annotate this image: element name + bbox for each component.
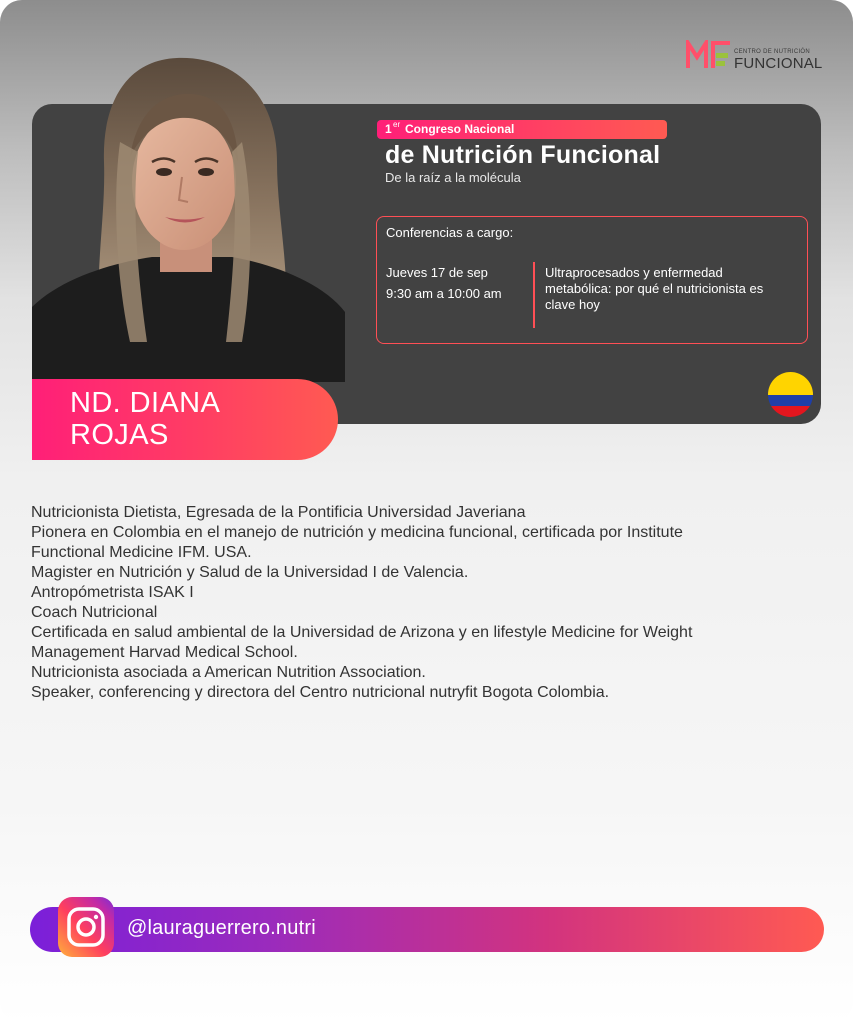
logo-small-text: CENTRO DE NUTRICIÓN <box>734 49 811 55</box>
congreso-bar <box>377 120 667 139</box>
social-bar <box>30 907 824 952</box>
bio-line: Magister en Nutrición y Salud de la Universidad I de Valencia. <box>31 564 469 581</box>
speaker-name-tag <box>32 379 338 460</box>
conference-time: 9:30 am a 10:00 am <box>386 286 502 301</box>
logo-big-text: FUNCIONAL <box>734 55 823 72</box>
congreso-label: Congreso Nacional <box>405 122 515 136</box>
speaker-photo <box>32 52 345 382</box>
event-title: de Nutrición Funcional <box>385 141 661 169</box>
bio-line: Pionera en Colombia en el manejo de nutrición y medicina funcional, certificada por Institute <box>31 524 683 541</box>
bio-line: Functional Medicine IFM. USA. <box>31 544 252 561</box>
bio-line: Antropómetrista ISAK I <box>31 584 194 601</box>
bio-line: Management Harvad Medical School. <box>31 644 298 661</box>
speaker-name <box>70 387 220 451</box>
bio-line: Certificada en salud ambiental de la Universidad de Arizona y en lifestyle Medicine for Weight <box>31 624 693 641</box>
conference-divider <box>533 262 535 328</box>
ordinal-suffix: er <box>393 120 401 129</box>
conference-date: Jueves 17 de sep <box>386 265 488 280</box>
logo-mark-icon <box>686 40 736 70</box>
ordinal-number: 1 <box>385 122 392 136</box>
colombia-flag-icon <box>768 372 813 417</box>
bio-line: Coach Nutricional <box>31 604 158 621</box>
conference-heading: Conferencias a cargo: <box>386 225 514 240</box>
bio-line: Speaker, conferencing y directora del Centro nutricional nutryfit Bogota Colombia. <box>31 684 610 701</box>
instagram-icon[interactable] <box>55 894 117 960</box>
conference-topic: Ultraprocesados y enfermedad metabólica: por qué el nutricionista es clave hoy <box>545 265 764 312</box>
speaker-name-line2: ROJAS <box>70 419 169 451</box>
instagram-handle[interactable]: @lauraguerrero.nutri <box>127 917 316 939</box>
conference-box <box>376 216 808 344</box>
bio-line: Nutricionista Dietista, Egresada de la Pontificia Universidad Javeriana <box>31 504 526 521</box>
speaker-bio <box>31 503 831 703</box>
bio-line: Nutricionista asociada a American Nutrition Association. <box>31 664 426 681</box>
speaker-name-line1: ND. DIANA <box>70 387 221 419</box>
brand-logo <box>686 40 826 72</box>
event-subtitle: De la raíz a la molécula <box>385 170 521 185</box>
